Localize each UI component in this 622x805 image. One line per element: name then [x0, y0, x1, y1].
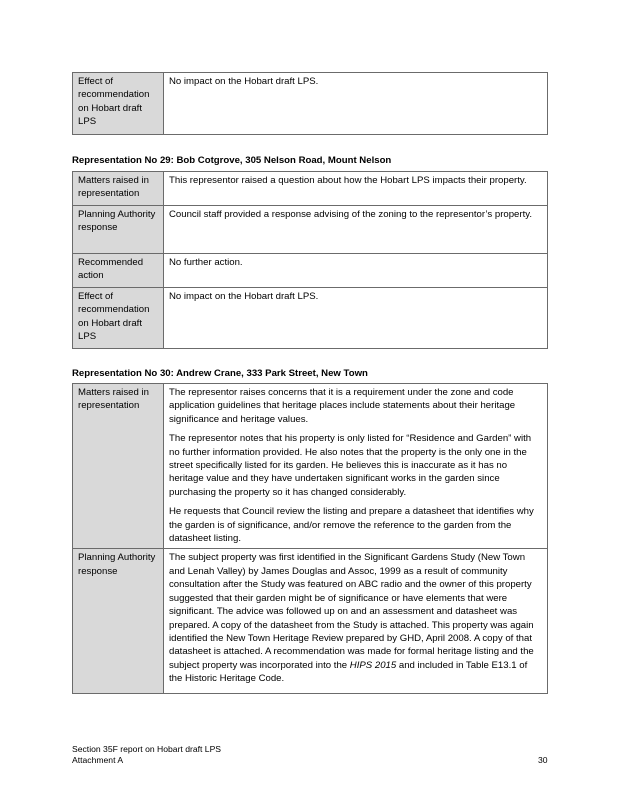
row-label: Matters raised in representation: [73, 384, 164, 549]
response-tail: and included in Table E13.1 of the Historic Heritage Code.: [169, 659, 528, 685]
row-content: [164, 549, 548, 693]
row-content: Council staff provided a response advising of the zoning to the representor’s property.: [164, 206, 548, 254]
row-content: No impact on the Hobart draft LPS.: [164, 73, 548, 135]
row-content: No impact on the Hobart draft LPS.: [164, 288, 548, 349]
rep30-heading: Representation No 30: Andrew Crane, 333 Park Street, New Town: [72, 368, 368, 379]
footer-line-2: Attachment A: [72, 755, 124, 765]
table-row: [73, 73, 548, 135]
footer-line-1: Section 35F report on Hobart draft LPS: [72, 744, 222, 754]
matters-paragraph: The representor notes that his property is only listed for “Residence and Garden” with no further information provided. He also notes that the property is the only one in the street specifically listed for its garden. He believes this is inaccurate as it has no heritage value and they have undertaken significant works in the garden since purchasing the property so it has changed considerably.: [169, 433, 532, 498]
row-label: Planning Authority response: [73, 206, 164, 254]
row-content: No further action.: [164, 254, 548, 288]
row-label: Effect of recommendation on Hobart draft LPS: [73, 73, 164, 135]
row-label: Planning Authority response: [73, 549, 164, 693]
matters-paragraph: The representor raises concerns that it is a requirement under the zone and code application guidelines that heritage places include statements about their heritage significance and heritage values.: [169, 387, 516, 425]
table-row: [73, 549, 548, 693]
response-italic: HIPS 2015: [349, 659, 397, 671]
row-label: Recommended action: [73, 254, 164, 288]
table-row: [73, 172, 548, 206]
top-table: [72, 72, 548, 135]
row-label: Effect of recommendation on Hobart draft LPS: [73, 288, 164, 349]
table-row: [73, 384, 548, 549]
page-number: 30: [538, 755, 548, 765]
rep29-table: [72, 171, 548, 349]
table-row: [73, 254, 548, 288]
row-content: [164, 384, 548, 549]
rep29-heading: Representation No 29: Bob Cotgrove, 305 Nelson Road, Mount Nelson: [72, 155, 392, 166]
rep30-table: [72, 383, 548, 694]
matters-paragraph: He requests that Council review the listing and prepare a datasheet that identifies why the garden is of significance, and/or remove the reference to the garden from the datasheet listing.: [169, 506, 534, 545]
response-text: The subject property was first identified in the Significant Gardens Study (New Town and Lenah Valley) by James Douglas and Assoc, 1999 as a result of community consultation after the Study was featured on ABC radio and the owner of this property suggested that their garden might be of significance or have elements that were significant. The advice was followed up on and an assessment and datasheet was prepared. A copy of the datasheet from the Study is attached. This property was again identified the New Town Heritage Review prepared by GHD, April 2008. A copy of that datasheet is attached. A recommendation was made for formal heritage listing and the subject property was incorporated into the: [169, 552, 534, 671]
table-row: [73, 288, 548, 349]
table-row: [73, 206, 548, 254]
row-label: Matters raised in representation: [73, 172, 164, 206]
footer: [72, 744, 221, 766]
row-content: This representor raised a question about how the Hobart LPS impacts their property.: [164, 172, 548, 206]
